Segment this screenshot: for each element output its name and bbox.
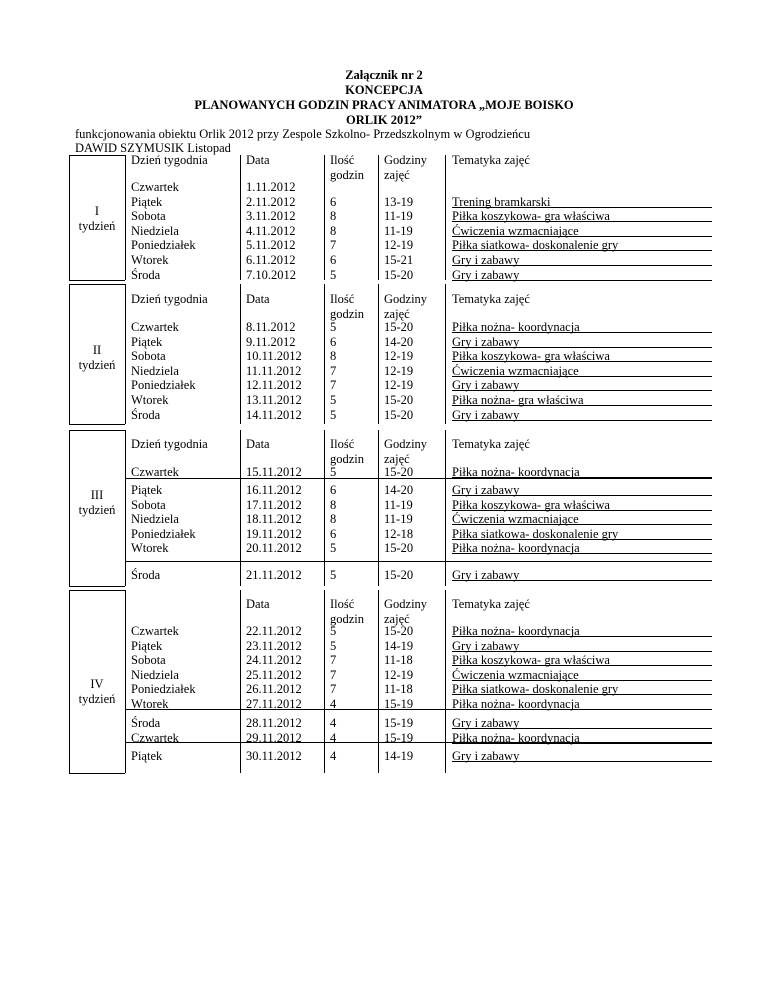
header-day: Dzień tygodnia [131, 292, 208, 306]
header-hours: Godziny [384, 597, 428, 611]
topic-underline [452, 665, 712, 666]
row-hours: 12-18 [384, 526, 414, 541]
topic-underline [452, 539, 712, 540]
row-hours-count: 5 [330, 541, 337, 556]
row-day: Sobota [131, 497, 166, 512]
row-date: 25.11.2012 [246, 667, 302, 682]
row-day: Niedziela [131, 667, 179, 682]
row-date: 9.11.2012 [246, 334, 296, 349]
row-day: Środa [131, 407, 161, 422]
header-hours-count: godzin [330, 611, 365, 626]
topic-underline [452, 694, 712, 695]
column-divider [324, 155, 325, 280]
row-hours-count: 6 [330, 334, 337, 349]
column-divider [125, 430, 126, 586]
header-hours-count: Ilość [330, 437, 355, 451]
header-hours: zajęć [384, 167, 410, 182]
row-topic: Piłka koszykowa- gra właściwa [452, 349, 610, 364]
header-hours: zajęć [384, 306, 410, 321]
row-hours: 12-19 [384, 378, 414, 393]
row-hours-count: 5 [330, 320, 337, 334]
row-topic: Piłka nożna- koordynacja [452, 465, 580, 479]
topic-underline [452, 709, 712, 710]
column-divider [324, 284, 325, 424]
topic-underline [452, 761, 712, 762]
header-hours-count: Ilość [330, 597, 355, 611]
row-topic: Piłka nożna- koordynacja [452, 730, 580, 745]
row-date: 4.11.2012 [246, 223, 296, 238]
row-date: 14.11.2012 [246, 407, 302, 422]
column-divider [324, 430, 325, 586]
header-hours-count: Ilość [330, 153, 355, 167]
header-hours-count: godzin [330, 306, 365, 321]
title-line-3: ORLIK 2012” [345, 113, 423, 127]
row-date: 28.11.2012 [246, 716, 302, 730]
row-hours-count: 6 [330, 194, 337, 209]
row-hours: 11-18 [384, 682, 413, 697]
topic-underline [452, 636, 712, 637]
row-topic: Piłka koszykowa- gra właściwa [452, 653, 610, 668]
week-label-word: tydzień [78, 503, 116, 517]
row-topic: Piłka siatkowa- doskonalenie gry [452, 682, 619, 697]
row-hours-count: 5 [330, 638, 337, 653]
column-divider [69, 284, 70, 424]
row-hours-count: 7 [330, 378, 337, 393]
row-topic: Gry i zabawy [452, 568, 520, 582]
row-hours: 14-20 [384, 483, 414, 497]
row-hours-count: 5 [330, 393, 337, 407]
topic-underline [452, 207, 712, 208]
column-divider [378, 155, 379, 280]
row-hours: 14-19 [384, 638, 414, 653]
header-topic: Tematyka zajęć [452, 292, 530, 306]
row-date: 11.11.2012 [246, 363, 302, 378]
row-date: 26.11.2012 [246, 682, 302, 697]
row-date: 24.11.2012 [246, 653, 302, 668]
row-hours: 15-20 [384, 541, 414, 556]
row-date: 29.11.2012 [246, 730, 302, 745]
week-label-number: III [90, 488, 104, 502]
week-label-word: tydzień [78, 358, 116, 372]
row-day: Czwartek [131, 320, 179, 334]
row-topic: Gry i zabawy [452, 253, 520, 267]
week-block-top-border [69, 155, 125, 156]
topic-underline [452, 221, 712, 222]
topic-underline [452, 510, 712, 511]
column-divider [69, 430, 70, 586]
column-divider [378, 430, 379, 586]
row-hours: 15-19 [384, 697, 414, 711]
row-day: Wtorek [131, 253, 169, 267]
header-date: Data [246, 437, 270, 451]
row-hours: 12-19 [384, 349, 414, 364]
row-day: Sobota [131, 653, 166, 668]
row-day: Poniedziałek [131, 526, 196, 541]
column-divider [240, 155, 241, 280]
row-hours-count: 6 [330, 253, 337, 267]
topic-underline [452, 361, 712, 362]
row-hours: 12-19 [384, 667, 414, 682]
row-topic: Ćwiczenia wzmacniające [452, 512, 579, 527]
row-topic: Ćwiczenia wzmacniające [452, 363, 579, 378]
column-divider [240, 590, 241, 773]
row-topic: Gry i zabawy [452, 407, 520, 422]
header-topic: Tematyka zajęć [452, 597, 530, 611]
row-topic: Piłka nożna- koordynacja [452, 624, 580, 638]
row-hours-count: 5 [330, 465, 337, 479]
topic-underline [452, 332, 712, 333]
row-date: 3.11.2012 [246, 209, 296, 224]
row-date: 1.11.2012 [246, 180, 296, 194]
row-hours: 14-19 [384, 749, 414, 763]
row-hours: 12-19 [384, 363, 414, 378]
row-hours-count: 8 [330, 209, 337, 224]
header-hours-count: godzin [330, 451, 365, 466]
row-hours: 15-20 [384, 320, 414, 334]
row-hours: 11-18 [384, 653, 413, 668]
header-day: Dzień tygodnia [131, 437, 208, 451]
row-date: 30.11.2012 [246, 749, 302, 763]
header-hours-count: godzin [330, 167, 365, 182]
header-hours-count: Ilość [330, 292, 355, 306]
row-topic: Ćwiczenia wzmacniające [452, 223, 579, 238]
header-hours: Godziny [384, 292, 428, 306]
row-day: Niedziela [131, 512, 179, 527]
week-block-bottom-border [69, 424, 125, 425]
topic-underline [452, 347, 712, 348]
week-label-word: tydzień [78, 219, 116, 233]
column-divider [125, 590, 126, 773]
row-day: Piątek [131, 638, 163, 653]
row-hours: 15-20 [384, 267, 414, 282]
row-hours-count: 4 [330, 716, 337, 730]
row-hours-count: 4 [330, 730, 337, 745]
row-hours-count: 8 [330, 223, 337, 238]
row-topic: Gry i zabawy [452, 716, 520, 730]
row-date: 10.11.2012 [246, 349, 302, 364]
column-divider [324, 590, 325, 773]
week-block-top-border [69, 430, 125, 431]
topic-underline [452, 420, 712, 421]
header-date: Data [246, 292, 270, 306]
row-hours-count: 7 [330, 238, 337, 253]
row-day: Piątek [131, 749, 163, 763]
header-topic: Tematyka zajęć [452, 437, 530, 451]
row-day: Wtorek [131, 541, 169, 556]
row-hours: 13-19 [384, 194, 414, 209]
column-divider [125, 155, 126, 280]
row-day: Poniedziałek [131, 238, 196, 253]
row-hours-count: 7 [330, 363, 337, 378]
topic-underline [452, 376, 712, 377]
week-block-top-border [69, 284, 125, 285]
topic-underline [452, 477, 712, 478]
column-divider [125, 284, 126, 424]
row-topic: Piłka siatkowa- doskonalenie gry [452, 526, 619, 541]
row-topic: Gry i zabawy [452, 378, 520, 393]
column-divider [240, 430, 241, 586]
row-day: Wtorek [131, 697, 169, 711]
row-hours: 14-20 [384, 334, 414, 349]
row-day: Niedziela [131, 363, 179, 378]
row-date: 27.11.2012 [246, 697, 302, 711]
row-group-divider [125, 478, 712, 479]
row-day: Piątek [131, 483, 163, 497]
row-day: Poniedziałek [131, 682, 196, 697]
subtitle: funkcjonowania obiektu Orlik 2012 przy Zespole Szkolno- Przedszkolnym w Ogrodzieńcu [75, 127, 531, 141]
row-date: 20.11.2012 [246, 541, 302, 556]
row-date: 19.11.2012 [246, 526, 302, 541]
topic-underline [452, 250, 712, 251]
row-date: 16.11.2012 [246, 483, 302, 497]
week-block-bottom-border [69, 773, 125, 774]
row-hours-count: 5 [330, 407, 337, 422]
row-topic: Piłka nożna- koordynacja [452, 697, 580, 711]
row-hours-count: 5 [330, 624, 337, 638]
row-day: Czwartek [131, 730, 179, 745]
week-block-top-border [69, 590, 125, 591]
topic-underline [452, 280, 712, 281]
row-hours: 11-19 [384, 497, 413, 512]
row-day: Poniedziałek [131, 378, 196, 393]
row-hours: 15-20 [384, 624, 414, 638]
row-hours-count: 5 [330, 568, 337, 582]
row-hours-count: 6 [330, 526, 337, 541]
topic-underline [452, 680, 712, 681]
row-day: Sobota [131, 209, 166, 224]
row-date: 6.11.2012 [246, 253, 296, 267]
topic-underline [452, 405, 712, 406]
row-day: Niedziela [131, 223, 179, 238]
row-date: 12.11.2012 [246, 378, 302, 393]
title-line-2: PLANOWANYCH GODZIN PRACY ANIMATORA „MOJE BOISKO [194, 98, 574, 112]
week-label-number: IV [90, 677, 104, 691]
row-topic: Ćwiczenia wzmacniające [452, 667, 579, 682]
row-hours: 12-19 [384, 238, 414, 253]
row-date: 21.11.2012 [246, 568, 302, 582]
row-hours: 15-20 [384, 407, 414, 422]
row-date: 18.11.2012 [246, 512, 302, 527]
week-block-bottom-border [69, 280, 125, 281]
header-day: Dzień tygodnia [131, 153, 208, 167]
row-hours-count: 7 [330, 682, 337, 697]
row-topic: Piłka nożna- gra właściwa [452, 393, 584, 407]
week-label-number: I [94, 204, 100, 218]
row-group-divider [125, 561, 712, 562]
row-topic: Piłka koszykowa- gra właściwa [452, 497, 610, 512]
row-day: Sobota [131, 349, 166, 364]
row-hours: 11-19 [384, 209, 413, 224]
row-hours-count: 8 [330, 349, 337, 364]
row-hours-count: 8 [330, 497, 337, 512]
week-label-number: II [92, 343, 102, 357]
topic-underline [452, 553, 712, 554]
row-day: Środa [131, 568, 161, 582]
header-topic: Tematyka zajęć [452, 153, 530, 167]
row-day: Czwartek [131, 465, 179, 479]
topic-underline [452, 728, 712, 729]
row-topic: Gry i zabawy [452, 749, 520, 763]
topic-underline [452, 651, 712, 652]
topic-underline [452, 236, 712, 237]
row-topic: Gry i zabawy [452, 267, 520, 282]
topic-underline [452, 390, 712, 391]
row-topic: Gry i zabawy [452, 638, 520, 653]
row-hours: 15-20 [384, 393, 414, 407]
row-topic: Trening bramkarski [452, 194, 551, 209]
column-divider [69, 155, 70, 280]
row-date: 7.10.2012 [246, 267, 296, 282]
row-date: 5.11.2012 [246, 238, 296, 253]
row-hours-count: 4 [330, 749, 337, 763]
column-divider [378, 284, 379, 424]
column-divider [69, 590, 70, 773]
row-date: 15.11.2012 [246, 465, 302, 479]
row-hours-count: 8 [330, 512, 337, 527]
row-day: Czwartek [131, 180, 179, 194]
topic-underline [452, 265, 712, 266]
title-line-1: KONCEPCJA [345, 83, 423, 97]
row-date: 23.11.2012 [246, 638, 302, 653]
column-divider [445, 590, 446, 773]
header-hours: zajęć [384, 611, 410, 626]
row-hours: 15-20 [384, 465, 414, 479]
row-day: Środa [131, 716, 161, 730]
row-topic: Gry i zabawy [452, 483, 520, 497]
column-divider [378, 590, 379, 773]
week-label-word: tydzień [78, 692, 116, 706]
topic-underline [452, 580, 712, 581]
row-topic: Piłka nożna- koordynacja [452, 541, 580, 556]
row-hours: 11-19 [384, 223, 413, 238]
topic-underline [452, 495, 712, 496]
row-hours-count: 6 [330, 483, 337, 497]
header-date: Data [246, 153, 270, 167]
row-hours: 15-20 [384, 568, 414, 582]
column-divider [240, 284, 241, 424]
row-day: Wtorek [131, 393, 169, 407]
annex-label: Załącznik nr 2 [345, 68, 423, 82]
row-hours-count: 7 [330, 667, 337, 682]
row-date: 17.11.2012 [246, 497, 302, 512]
header-hours: Godziny [384, 437, 428, 451]
row-day: Piątek [131, 334, 163, 349]
column-divider [445, 284, 446, 424]
row-date: 22.11.2012 [246, 624, 302, 638]
header-hours: zajęć [384, 451, 410, 466]
row-day: Środa [131, 267, 161, 282]
row-hours: 15-19 [384, 730, 414, 745]
row-topic: Gry i zabawy [452, 334, 520, 349]
row-date: 13.11.2012 [246, 393, 302, 407]
row-day: Piątek [131, 194, 163, 209]
row-hours: 11-19 [384, 512, 413, 527]
row-hours-count: 7 [330, 653, 337, 668]
row-hours-count: 5 [330, 267, 337, 282]
column-divider [445, 430, 446, 586]
row-hours: 15-19 [384, 716, 414, 730]
row-topic: Piłka siatkowa- doskonalenie gry [452, 238, 619, 253]
week-block-bottom-border [69, 586, 125, 587]
row-hours-count: 4 [330, 697, 337, 711]
row-topic: Piłka nożna- koordynacja [452, 320, 580, 334]
author-line: DAWID SZYMUSIK Listopad [75, 141, 231, 155]
header-date: Data [246, 597, 270, 611]
header-hours: Godziny [384, 153, 428, 167]
row-topic: Piłka koszykowa- gra właściwa [452, 209, 610, 224]
row-date: 2.11.2012 [246, 194, 296, 209]
row-day: Czwartek [131, 624, 179, 638]
row-hours: 15-21 [384, 253, 414, 267]
topic-underline [452, 524, 712, 525]
topic-underline [452, 743, 712, 744]
row-date: 8.11.2012 [246, 320, 296, 334]
column-divider [445, 155, 446, 280]
